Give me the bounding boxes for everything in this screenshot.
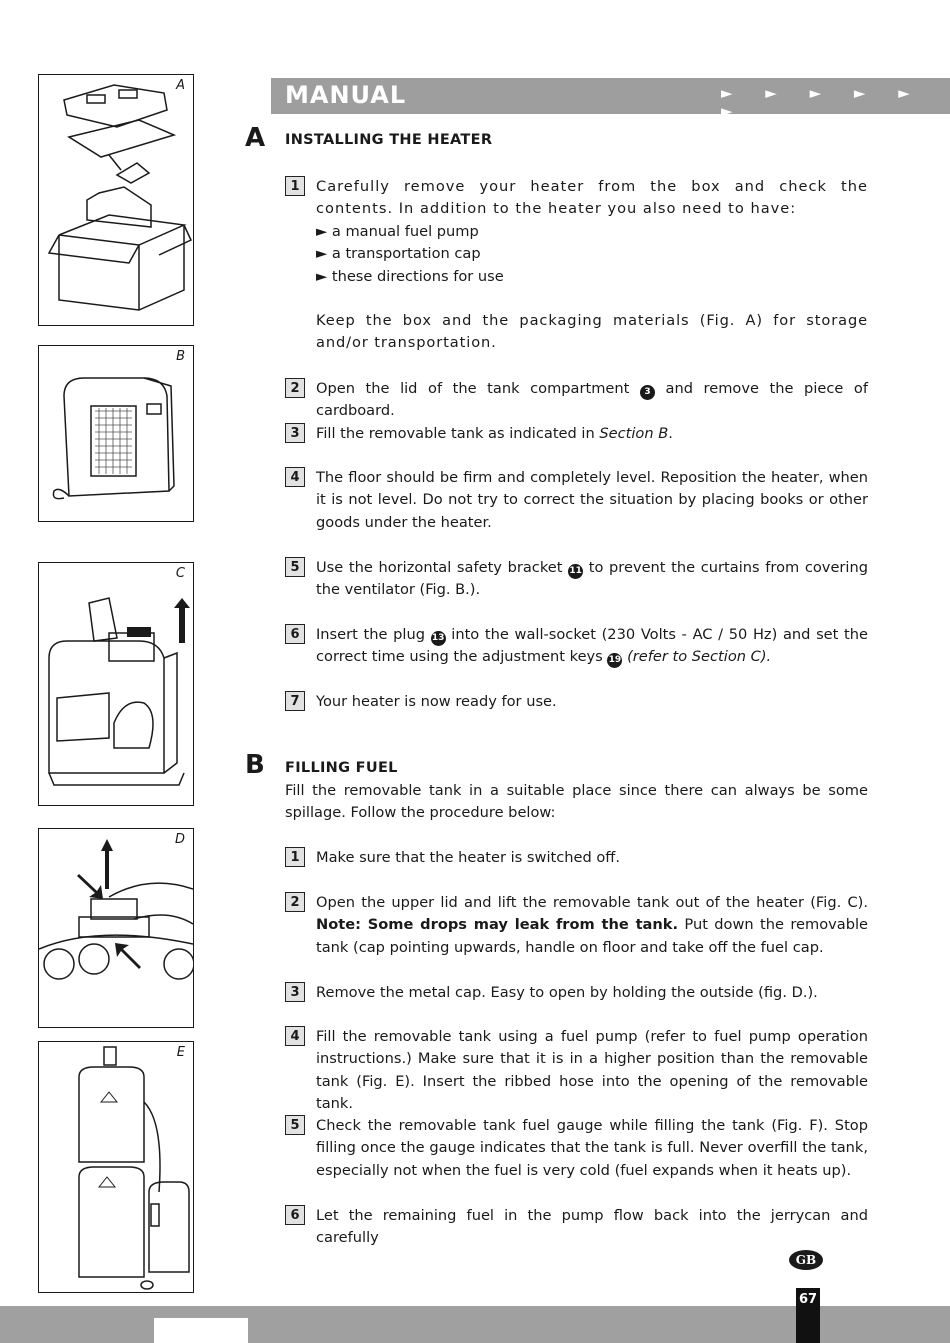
footer-tab [154, 1318, 248, 1343]
figure-e [38, 1041, 194, 1293]
figure-e-label: E [176, 1045, 185, 1060]
section-a-letter: A [245, 123, 266, 153]
figure-d-label: D [174, 832, 185, 847]
step-b3 [285, 982, 868, 1004]
step-b2 [285, 892, 868, 959]
step-a4 [285, 467, 868, 534]
step-b5 [285, 1115, 868, 1182]
step-text: Open the upper lid and lift the removable tank out of the heater (Fig. C). [316, 894, 868, 911]
step-number: 6 [285, 624, 305, 644]
step-text-end: . [668, 425, 673, 442]
step-number: 2 [285, 378, 305, 398]
section-b-letter: B [245, 750, 265, 780]
step-text: Your heater is now ready for use. [316, 693, 557, 710]
step-b6 [285, 1205, 868, 1250]
figure-b-label: B [176, 349, 185, 364]
step-text: Fill the removable tank using a fuel pump (refer to fuel pump operation instructions.) Make sure that it is in a higher position than the removable tank (Fig. E). Insert the ribbed hose into the opening of the removable tank. [316, 1028, 868, 1113]
step-number: 5 [285, 557, 305, 577]
section-reference: (refer to Section C). [622, 648, 772, 666]
step-number: 2 [285, 892, 305, 912]
step-text: Carefully remove your heater from the box and check the contents. In addition to the heater you also need to have: [316, 178, 868, 218]
step-b1 [285, 847, 868, 869]
figure-a-label: A [176, 78, 185, 93]
reference-marker: 3 [640, 385, 655, 400]
bullet-item: ► a transportation cap [316, 245, 481, 263]
step-extra-text: Keep the box and the packaging materials (Fig. A) for storage and/or transportation. [316, 312, 868, 352]
step-a5 [285, 557, 868, 602]
figure-c-label: C [175, 566, 185, 581]
step-number: 3 [285, 423, 305, 443]
section-b-heading: FILLING FUEL [285, 760, 398, 776]
step-text-end: and remove the piece of cardboard. [316, 380, 868, 420]
step-text: The floor should be firm and completely level. Reposition the heater, when it is not level. Do not try to correct the situation by placing books or other goods under the heater. [316, 469, 868, 531]
figure-a [38, 74, 194, 326]
figure-b [38, 345, 194, 522]
step-a2 [285, 378, 868, 423]
step-number: 4 [285, 467, 305, 487]
step-text: Check the removable tank fuel gauge while filling the tank (Fig. F). Stop filling once the gauge indicates that the tank is full. Never overfill the tank, especially not when the fuel is very cold (fuel expands when it heats up). [316, 1117, 868, 1179]
bullet-item: ► a manual fuel pump [316, 222, 479, 240]
step-number: 7 [285, 691, 305, 711]
step-number: 1 [285, 176, 305, 196]
section-a-heading: INSTALLING THE HEATER [285, 132, 493, 148]
section-reference: Section B [599, 425, 669, 442]
step-number: 1 [285, 847, 305, 867]
step-text: Insert the plug [316, 626, 431, 643]
bullet-item: ► these directions for use [316, 267, 504, 285]
step-a3 [285, 423, 868, 445]
fuel-pump-filling-illustration [39, 1042, 193, 1292]
step-number: 5 [285, 1115, 305, 1135]
tank-removal-illustration [39, 563, 193, 805]
step-a1 [285, 176, 868, 355]
reference-marker: 19 [607, 653, 622, 668]
manual-banner [271, 78, 950, 120]
step-text: Fill the removable tank as indicated in [316, 425, 600, 442]
step-b4 [285, 1026, 868, 1116]
warning-note: Note: Some drops may leak from the tank. [316, 916, 679, 934]
figure-d [38, 828, 194, 1028]
step-a7 [285, 691, 868, 713]
step-text-end: to prevent the curtains from covering the ventilator (Fig. B.). [316, 559, 868, 599]
language-badge: GB [789, 1250, 823, 1270]
banner-arrows: ► ► ► ► ► ► [721, 84, 924, 120]
step-text: Let the remaining fuel in the pump flow back into the jerrycan and carefully [316, 1207, 868, 1247]
step-number: 6 [285, 1205, 305, 1225]
reference-marker: 11 [568, 564, 583, 579]
step-text: Make sure that the heater is switched off. [316, 849, 620, 866]
heater-rear-illustration [39, 346, 193, 521]
step-a6 [285, 624, 868, 669]
step-text: Open the lid of the tank compartment [316, 380, 640, 397]
step-text: Remove the metal cap. Easy to open by holding the outside (fig. D.). [316, 984, 818, 1001]
manual-title: MANUAL [285, 81, 407, 109]
step-number: 4 [285, 1026, 305, 1046]
page-number: 67 [796, 1288, 820, 1343]
step-text: Use the horizontal safety bracket [316, 559, 569, 576]
step-text-end: Put down the removable tank (cap pointing upwards, handle on floor and take off the fuel cap. [316, 916, 869, 956]
section-b-intro: Fill the removable tank in a suitable place since there can always be some spillage. Follow the procedure below: [285, 782, 868, 822]
step-number: 3 [285, 982, 305, 1002]
metal-cap-illustration [39, 829, 193, 1027]
packaging-box-illustration [39, 75, 193, 325]
figure-c [38, 562, 194, 806]
step-text-mid: into the wall-socket (230 Volts - AC / 50 Hz) and set the correct time using the adjustment keys [316, 626, 868, 666]
reference-marker: 13 [431, 631, 446, 646]
